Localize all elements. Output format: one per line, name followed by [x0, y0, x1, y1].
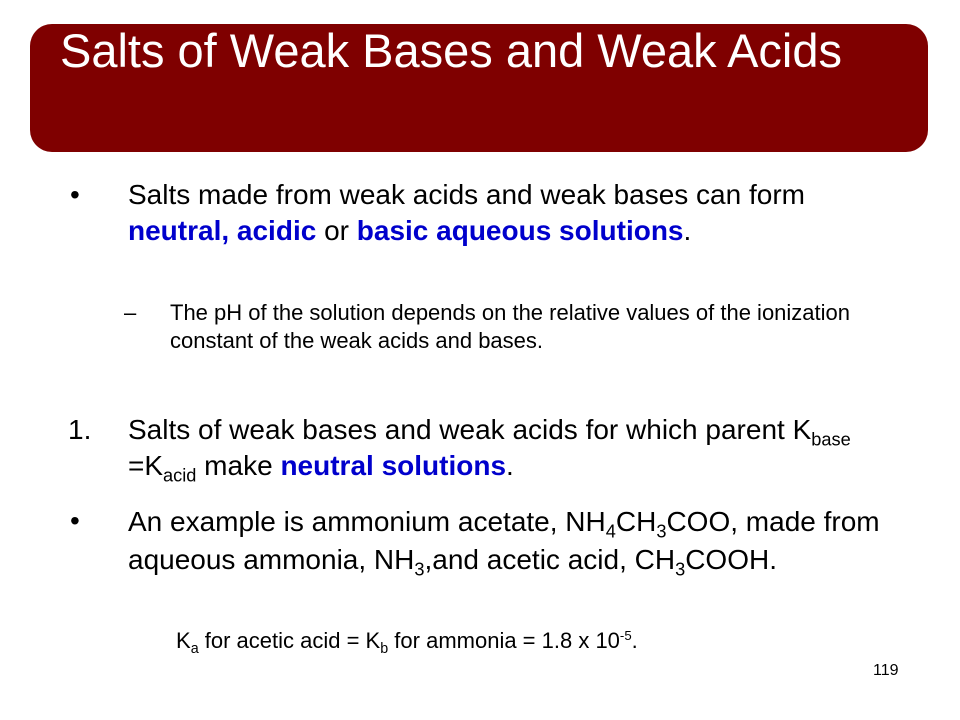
- bullet-marker: •: [70, 179, 80, 210]
- sub-bullet-marker: –: [124, 300, 137, 325]
- subscript: 3: [414, 559, 425, 580]
- subscript-a: a: [190, 641, 199, 657]
- numbered-marker: 1.: [68, 414, 92, 445]
- highlight-neutral-solutions: neutral solutions: [280, 450, 507, 481]
- bullet-salts-text: [128, 177, 868, 249]
- subscript: 4: [605, 521, 616, 542]
- bullet-text: An example is ammonium acetate, NH: [128, 506, 606, 537]
- bullet-text: CH: [615, 506, 657, 537]
- bullet-example-text: [128, 503, 888, 579]
- item-text: make: [196, 450, 281, 481]
- numbered-item-text: [128, 412, 898, 484]
- ka-equation: [176, 627, 638, 655]
- item-text: Salts of weak bases and weak acids for which parent K: [128, 414, 812, 445]
- highlight-neutral-acidic: neutral, acidic: [128, 215, 317, 246]
- bullet-text: COOH.: [685, 544, 777, 575]
- bullet-text: Salts made from weak acids and weak bases can form: [128, 179, 805, 210]
- bullet-marker: •: [70, 505, 80, 536]
- bullet-text: ,and acetic acid, CH: [424, 544, 676, 575]
- superscript-exponent: -5: [619, 628, 632, 644]
- subscript: 3: [656, 521, 667, 542]
- subscript-acid: acid: [163, 465, 197, 486]
- sub-bullet-ph-text: The pH of the solution depends on the relative values of the ionization constant of the weak acids and bases.: [170, 300, 851, 353]
- slide-title: Salts of Weak Bases and Weak Acids: [60, 24, 842, 77]
- item-text: .: [506, 450, 514, 481]
- bullet-text: .: [683, 215, 692, 246]
- subscript-base: base: [811, 429, 851, 450]
- equation-text: .: [631, 628, 638, 653]
- bullet-text: COO, made from aqueous ammonia, NH: [128, 506, 880, 575]
- equation-text: for acetic acid = K: [198, 628, 381, 653]
- equation-text: K: [176, 628, 191, 653]
- bullet-text: or: [316, 215, 357, 246]
- item-text: =K: [128, 450, 164, 481]
- page-number: 119: [873, 662, 899, 679]
- subscript-b: b: [380, 641, 389, 657]
- equation-text: for ammonia = 1.8 x 10: [388, 628, 620, 653]
- subscript: 3: [675, 559, 686, 580]
- highlight-basic-aqueous: basic aqueous solutions: [356, 215, 684, 246]
